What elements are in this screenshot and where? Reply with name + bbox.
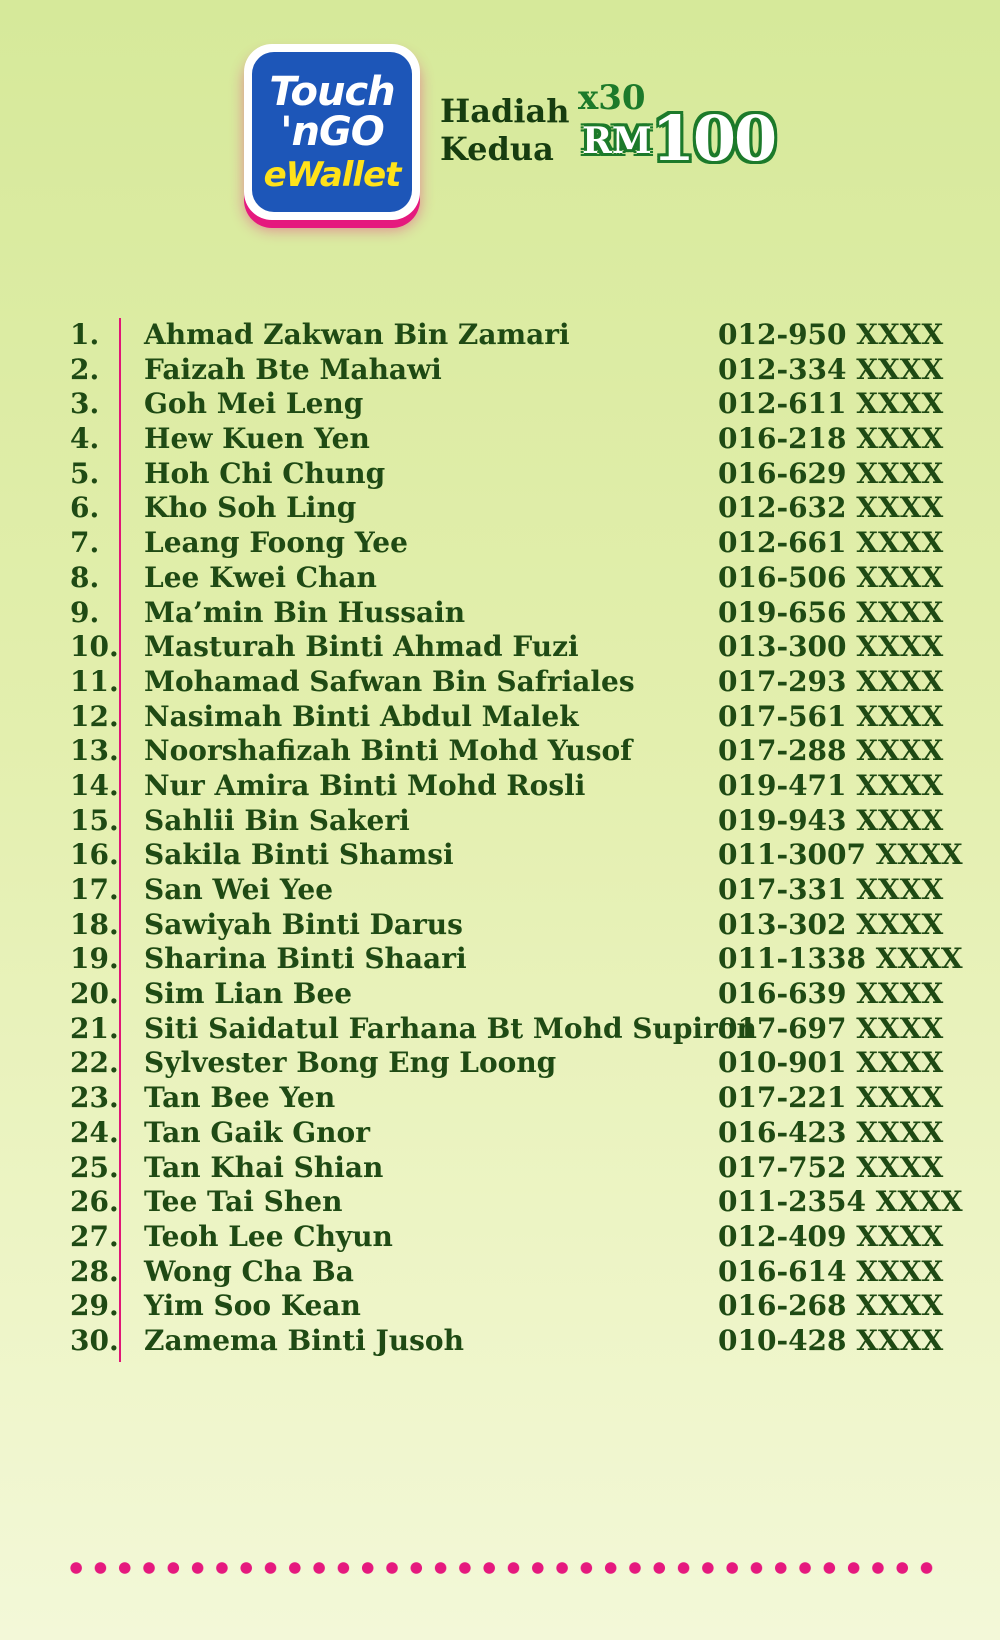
winner-name: Kho Soh Ling <box>144 491 357 525</box>
logo-badge <box>252 52 412 212</box>
winner-phone: 012-334 XXXX <box>718 352 944 386</box>
list-item <box>0 1081 1000 1116</box>
winner-name: Sim Lian Bee <box>144 977 353 1011</box>
winner-name: Nur Amira Binti Mohd Rosli <box>144 768 586 802</box>
winner-phone: 013-302 XXXX <box>718 907 944 941</box>
list-item <box>0 838 1000 873</box>
winner-number: 17. <box>70 873 119 906</box>
winner-phone: 017-697 XXXX <box>718 1011 944 1045</box>
winner-number: 29. <box>70 1289 119 1323</box>
prize-count: x30 <box>578 78 646 118</box>
winner-phone: 019-471 XXXX <box>718 768 944 802</box>
winner-phone: 012-632 XXXX <box>718 491 944 525</box>
winner-name: Goh Mei Leng <box>144 387 364 421</box>
winner-name: Faizah Bte Mahawi <box>144 352 442 386</box>
winner-name: Siti Saidatul Farhana Bt Mohd Supiron <box>144 1011 757 1045</box>
list-item <box>0 353 1000 388</box>
winner-name: Zamema Binti Jusoh <box>144 1323 464 1357</box>
list-item <box>0 1151 1000 1186</box>
winners-list <box>0 318 1000 1359</box>
prize-label <box>440 92 570 169</box>
list-item <box>0 734 1000 769</box>
winner-number: 9. <box>70 595 100 629</box>
winner-name: Hew Kuen Yen <box>144 422 370 456</box>
winner-number: 21. <box>70 1011 119 1045</box>
winner-phone: 017-221 XXXX <box>718 1081 944 1115</box>
prize-label-line2: Kedua <box>440 130 554 169</box>
winner-number: 24. <box>70 1115 119 1149</box>
winner-name: Tee Tai Shen <box>144 1185 343 1219</box>
winner-name: Teoh Lee Chyun <box>144 1219 393 1253</box>
winner-number: 5. <box>70 456 100 490</box>
list-item <box>0 1185 1000 1220</box>
winner-name: Leang Foong Yee <box>144 526 408 560</box>
winner-name: Sahlii Bin Sakeri <box>144 803 410 837</box>
winner-number: 30. <box>70 1323 119 1357</box>
list-item <box>0 561 1000 596</box>
winner-number: 1. <box>70 318 100 351</box>
winner-phone: 010-901 XXXX <box>718 1046 944 1080</box>
list-item <box>0 318 1000 353</box>
winner-number: 3. <box>70 387 100 421</box>
winner-phone: 019-943 XXXX <box>718 803 944 837</box>
winner-phone: 011-3007 XXXX <box>718 838 963 872</box>
winner-name: Tan Gaik Gnor <box>144 1115 370 1149</box>
winner-phone: 017-752 XXXX <box>718 1150 944 1184</box>
winner-name: Ma’min Bin Hussain <box>144 595 466 629</box>
winner-phone: 017-293 XXXX <box>718 664 944 698</box>
winner-number: 11. <box>70 664 119 698</box>
list-item <box>0 1289 1000 1324</box>
winner-phone: 016-218 XXXX <box>718 422 944 456</box>
winner-number: 18. <box>70 907 119 941</box>
winner-phone: 011-1338 XXXX <box>718 942 963 976</box>
list-item <box>0 804 1000 839</box>
list-item <box>0 1116 1000 1151</box>
winner-number: 13. <box>70 734 119 768</box>
winner-number: 22. <box>70 1046 119 1080</box>
winner-phone: 012-950 XXXX <box>718 318 944 351</box>
list-item <box>0 387 1000 422</box>
winner-number: 14. <box>70 768 119 802</box>
list-item <box>0 630 1000 665</box>
winner-name: Mohamad Safwan Bin Safriales <box>144 664 635 698</box>
winner-phone: 010-428 XXXX <box>718 1323 944 1357</box>
winner-number: 25. <box>70 1150 119 1184</box>
winner-phone: 013-300 XXXX <box>718 630 944 664</box>
list-item <box>0 526 1000 561</box>
list-item <box>0 700 1000 735</box>
winner-name: Hoh Chi Chung <box>144 456 386 490</box>
winner-name: Sakila Binti Shamsi <box>144 838 454 872</box>
winner-phone: 016-268 XXXX <box>718 1289 944 1323</box>
winner-name: Ahmad Zakwan Bin Zamari <box>144 318 570 351</box>
winner-number: 16. <box>70 838 119 872</box>
winner-number: 20. <box>70 977 119 1011</box>
winner-number: 6. <box>70 491 100 525</box>
winner-name: Yim Soo Kean <box>144 1289 361 1323</box>
list-item <box>0 1012 1000 1047</box>
winner-number: 15. <box>70 803 119 837</box>
list-item <box>0 977 1000 1012</box>
list-item <box>0 665 1000 700</box>
list-item <box>0 873 1000 908</box>
winner-phone: 016-639 XXXX <box>718 977 944 1011</box>
winner-number: 23. <box>70 1081 119 1115</box>
winner-number: 12. <box>70 699 119 733</box>
list-item <box>0 422 1000 457</box>
list-item <box>0 1255 1000 1290</box>
winner-name: Lee Kwei Chan <box>144 560 377 594</box>
winner-name: Tan Bee Yen <box>144 1081 336 1115</box>
winner-number: 27. <box>70 1219 119 1253</box>
winner-name: Sawiyah Binti Darus <box>144 907 463 941</box>
winner-name: Sharina Binti Shaari <box>144 942 467 976</box>
winner-phone: 017-288 XXXX <box>718 734 944 768</box>
winner-name: San Wei Yee <box>144 873 334 906</box>
winner-phone: 016-423 XXXX <box>718 1115 944 1149</box>
winner-phone: 016-506 XXXX <box>718 560 944 594</box>
list-item <box>0 596 1000 631</box>
list-item <box>0 1046 1000 1081</box>
winner-phone: 011-2354 XXXX <box>718 1185 963 1219</box>
winner-phone: 012-611 XXXX <box>718 387 944 421</box>
list-item <box>0 1324 1000 1359</box>
winner-number: 10. <box>70 630 119 664</box>
logo-text-touch: Touch <box>269 69 395 115</box>
prize-currency: RM <box>582 120 652 162</box>
dotted-separator <box>64 1561 936 1575</box>
winner-number: 4. <box>70 422 100 456</box>
winner-phone: 016-614 XXXX <box>718 1254 944 1288</box>
list-item <box>0 908 1000 943</box>
winner-name: Tan Khai Shian <box>144 1150 384 1184</box>
winner-phone: 012-661 XXXX <box>718 526 944 560</box>
winner-phone: 017-331 XXXX <box>718 873 944 906</box>
touch-n-go-ewallet-logo <box>244 44 420 220</box>
list-item <box>0 942 1000 977</box>
winner-phone: 012-409 XXXX <box>718 1219 944 1253</box>
winner-phone: 017-561 XXXX <box>718 699 944 733</box>
prize-value: 100 <box>651 102 776 175</box>
winner-number: 7. <box>70 526 100 560</box>
winner-number: 8. <box>70 560 100 594</box>
winner-phone: 016-629 XXXX <box>718 456 944 490</box>
winner-name: Noorshafizah Binti Mohd Yusof <box>144 734 633 768</box>
header <box>0 0 1000 240</box>
prize-label-line1: Hadiah <box>440 92 570 130</box>
winner-number: 19. <box>70 942 119 976</box>
winner-number: 2. <box>70 352 100 386</box>
logo-text-ngo: 'nGO <box>280 109 384 155</box>
winner-number: 26. <box>70 1185 119 1219</box>
winner-number: 28. <box>70 1254 119 1288</box>
list-item <box>0 457 1000 492</box>
list-item <box>0 769 1000 804</box>
prize-amount <box>582 100 776 175</box>
list-item <box>0 491 1000 526</box>
winner-name: Nasimah Binti Abdul Malek <box>144 699 579 733</box>
list-item <box>0 1220 1000 1255</box>
winner-name: Sylvester Bong Eng Loong <box>144 1046 557 1080</box>
winner-name: Masturah Binti Ahmad Fuzi <box>144 630 579 664</box>
logo-text-ewallet: eWallet <box>263 155 401 195</box>
winner-phone: 019-656 XXXX <box>718 595 944 629</box>
winner-name: Wong Cha Ba <box>144 1254 354 1288</box>
